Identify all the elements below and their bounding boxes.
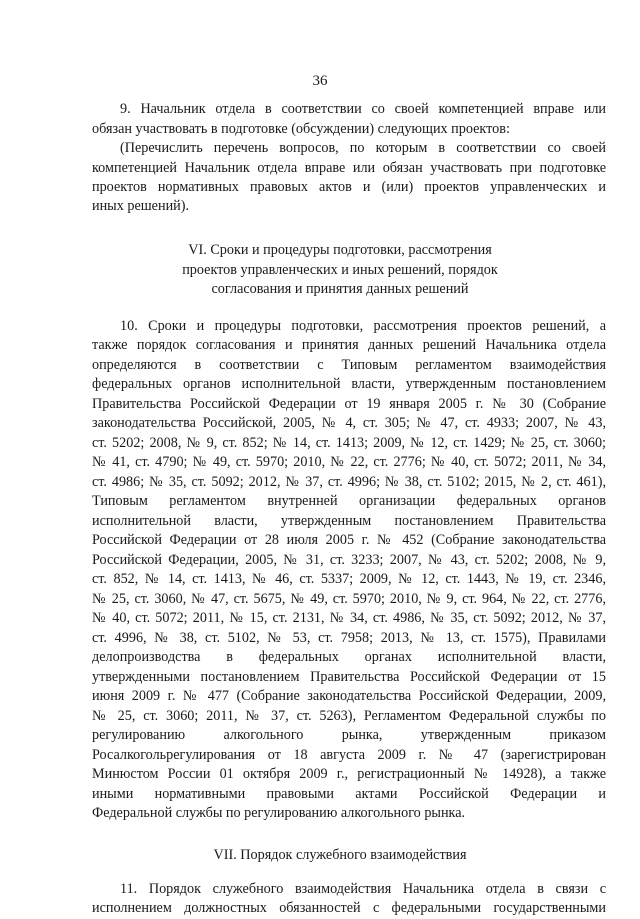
- paragraph-10-line: законодательства Российской, 2005, № 4, ст. 305; № 47, ст. 4933; 2007, № 43,: [92, 415, 606, 431]
- paragraph-9-line: 9. Начальник отдела в соответствии со своей компетенцией вправе или: [120, 101, 606, 117]
- page-number: 36: [312, 73, 328, 89]
- paragraph-10-line: Типовым регламентом внутренней организации федеральных органов: [92, 493, 606, 509]
- paragraph-10-line: июня 2009 г. № 477 (Собрание законодательства Российской Федерации, 2009,: [92, 688, 606, 704]
- section-heading-vii: VII. Порядок служебного взаимодействия: [213, 847, 467, 863]
- paragraph-10-line: Российской Федерации от 28 июля 2005 г. № 452 (Собрание законодательства: [92, 532, 606, 548]
- paragraph-10-line: ст. 852, № 14, ст. 1413, № 46, ст. 5337; 2009, № 12, ст. 1443, № 19, ст. 2346,: [92, 571, 606, 587]
- paragraph-9-line: проектов нормативных правовых актов и (или) проектов управленческих и: [92, 179, 606, 195]
- paragraph-10-line: утвержденными постановлением Правительства Российской Федерации от 15: [92, 669, 606, 685]
- paragraph-9-line: обязан участвовать в подготовке (обсуждении) следующих проектов:: [92, 121, 510, 137]
- paragraph-10-line: иными нормативными правовыми актами Российской Федерации и: [92, 786, 606, 802]
- paragraph-10-line: Росалкогольрегулирования от 18 августа 2009 г. № 47 (зарегистрирован: [92, 747, 606, 763]
- paragraph-11-line: 11. Порядок служебного взаимодействия Начальника отдела в связи с: [120, 881, 606, 897]
- paragraph-10-line: делопроизводства в федеральных органах исполнительной власти,: [92, 649, 606, 665]
- paragraph-10-line: Правительства Российской Федерации от 19 января 2005 г. № 30 (Собрание: [92, 396, 606, 412]
- section-heading-vi: согласования и принятия данных решений: [211, 281, 469, 297]
- paragraph-10-line: ст. 4996, № 38, ст. 5102, № 53, ст. 7958; 2013, № 13, ст. 1575), Правилами: [92, 630, 606, 646]
- paragraph-10-line: № 25, ст. 3060, № 47, ст. 5675, № 49, ст. 5970; 2010, № 9, ст. 964, № 22, ст. 2776,: [92, 591, 606, 607]
- paragraph-10-line: № 40, ст. 5072; 2011, № 15, ст. 2131, № 34, ст. 4986, № 35, ст. 5092; 2012, № 37,: [92, 610, 606, 626]
- paragraph-10-line: Минюстом России 01 октября 2009 г., регистрационный № 14928), а также: [92, 766, 606, 782]
- paragraph-10-line: исполнительной власти, утвержденным постановлением Правительства: [92, 513, 606, 529]
- section-heading-vi: проектов управленческих и иных решений, порядок: [182, 262, 498, 278]
- paragraph-10-line: ст. 4986; № 35, ст. 5092; 2012, № 37, ст. 4996; № 38, ст. 5102; 2015, № 2, ст. 461),: [92, 474, 606, 490]
- paragraph-10-line: Федеральной службы по регулированию алкогольного рынка.: [92, 805, 466, 821]
- paragraph-9-line: иных решений).: [92, 198, 190, 214]
- paragraph-10-line: определяются в соответствии с Типовым регламентом взаимодействия: [92, 357, 606, 373]
- paragraph-10-line: ст. 5202; 2008, № 9, ст. 852; № 14, ст. 1413; 2009, № 12, ст. 1429; № 25, ст. 3060;: [92, 435, 606, 451]
- paragraph-10-line: № 25, ст. 3060; 2011, № 37, ст. 5263), Регламентом Федеральной службы по: [92, 708, 606, 724]
- section-heading-vi: VI. Сроки и процедуры подготовки, рассмотрения: [188, 242, 492, 258]
- paragraph-10-line: № 41, ст. 4790; № 49, ст. 5970; 2010, № 22, ст. 2776; № 40, ст. 5072; 2011, № 34,: [92, 454, 606, 470]
- paragraph-9-line: компетенцией Начальник отдела вправе или обязан участвовать при подготовке: [92, 160, 606, 176]
- paragraph-10-line: 10. Сроки и процедуры подготовки, рассмотрения проектов решений, а: [120, 318, 606, 334]
- paragraph-11-line: исполнением должностных обязанностей с федеральными государственными: [92, 900, 606, 916]
- paragraph-10-line: регулированию алкогольного рынка, утвержденным приказом: [92, 727, 606, 743]
- paragraph-10-line: также порядок согласования и принятия данных решений Начальника отдела: [92, 337, 606, 353]
- paragraph-10-line: Российской Федерации, 2005, № 31, ст. 3233; 2007, № 43, ст. 5202; 2008, № 9,: [92, 552, 606, 568]
- paragraph-10-line: федеральных органов исполнительной власти, утвержденным постановлением: [92, 376, 606, 392]
- paragraph-9-line: (Перечислить перечень вопросов, по которым в соответствии со своей: [120, 140, 606, 156]
